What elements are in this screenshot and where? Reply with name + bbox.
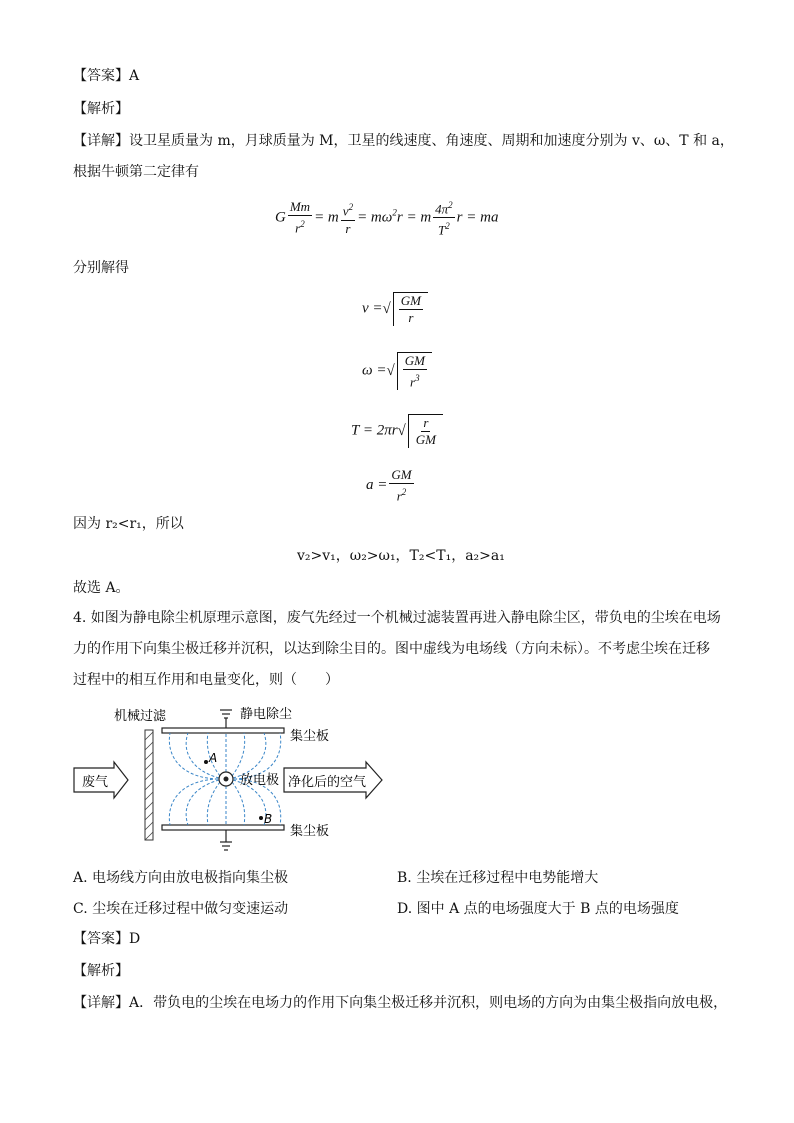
q3-answer: 【答案】A [73,68,140,84]
collector-plate-top [162,728,284,733]
option-d: D. 图中 A 点的电场强度大于 B 点的电场强度 [397,901,679,917]
point-a-label: A [209,751,218,765]
point-a [204,760,208,764]
equation-angular-velocity: ω =√ $\frac{GM}{r^3}$ [362,352,432,390]
q4-answer: 【答案】D [73,931,141,947]
q3-analysis-label: 【解析】 [73,101,129,117]
equation-newton-second-law: G $\frac{Mm}{r^2}$ = m $\frac{v^2}{r}$ = $m\omega^2r = m$ $\frac{4\pi^2}{T^2}$ r = ma [275,197,498,239]
ground-icon [220,830,232,850]
equation-acceleration: a = $\frac{GM}{r^2}$ [366,467,412,504]
option-c: C. 尘埃在迁移过程中做匀变速运动 [73,901,289,917]
label-plate-top: 集尘板 [290,729,330,744]
q3-choose-text: 故选 A。 [73,580,130,596]
label-clean-air-out: 净化后的空气 [288,775,367,790]
q4-analysis-label: 【解析】 [73,963,129,979]
equation-period: T = 2πr√ $\frac{r}{GM}$ [351,414,443,448]
q3-compare-result: v₂>v₁，ω₂>ω₁，T₂<T₁，a₂>a₁ [297,548,505,564]
ground-icon [220,710,232,728]
label-title: 静电除尘 [240,707,293,722]
q3-because-text: 因为 r₂<r₁，所以 [73,516,184,532]
equation-velocity: v =√ $\frac{GM}{r}$ [362,292,428,326]
option-b: B. 尘埃在迁移过程中电势能增大 [397,870,599,886]
point-b [259,816,263,820]
point-b-label: B [264,812,273,826]
q4-stem-line3: 过程中的相互作用和电量变化，则（ ） [73,672,339,688]
q4-stem-line1: 4. 如图为静电除尘机原理示意图，废气先经过一个机械过滤装置再进入静电除尘区，带负电的尘埃在电场 [73,610,721,626]
q3-detail-line1: 【详解】设卫星质量为 m，月球质量为 M，卫星的线速度、角速度、周期和加速度分别为 v、ω、T 和 a， [73,133,734,149]
label-plate-bottom: 集尘板 [290,824,330,839]
label-filter: 机械过滤 [114,709,167,724]
q4-stem-line2: 力的作用下向集尘极迁移并沉积，以达到除尘目的。图中虚线为电场线（方向未标）。不考虑尘埃在迁移 [73,641,710,657]
q3-solve-text: 分别解得 [73,260,129,276]
q4-detail-line1: 【详解】A．带负电的尘埃在电场力的作用下向集尘极迁移并沉积，则电场的方向为由集尘极指向放电极， [73,995,728,1011]
precipitator-figure [70,700,400,860]
option-a: A. 电场线方向由放电极指向集尘极 [73,870,289,886]
label-exhaust-in: 废气 [82,775,109,790]
q3-detail-line2: 根据牛顿第二定律有 [73,164,199,180]
label-electrode: 放电极 [240,773,280,788]
